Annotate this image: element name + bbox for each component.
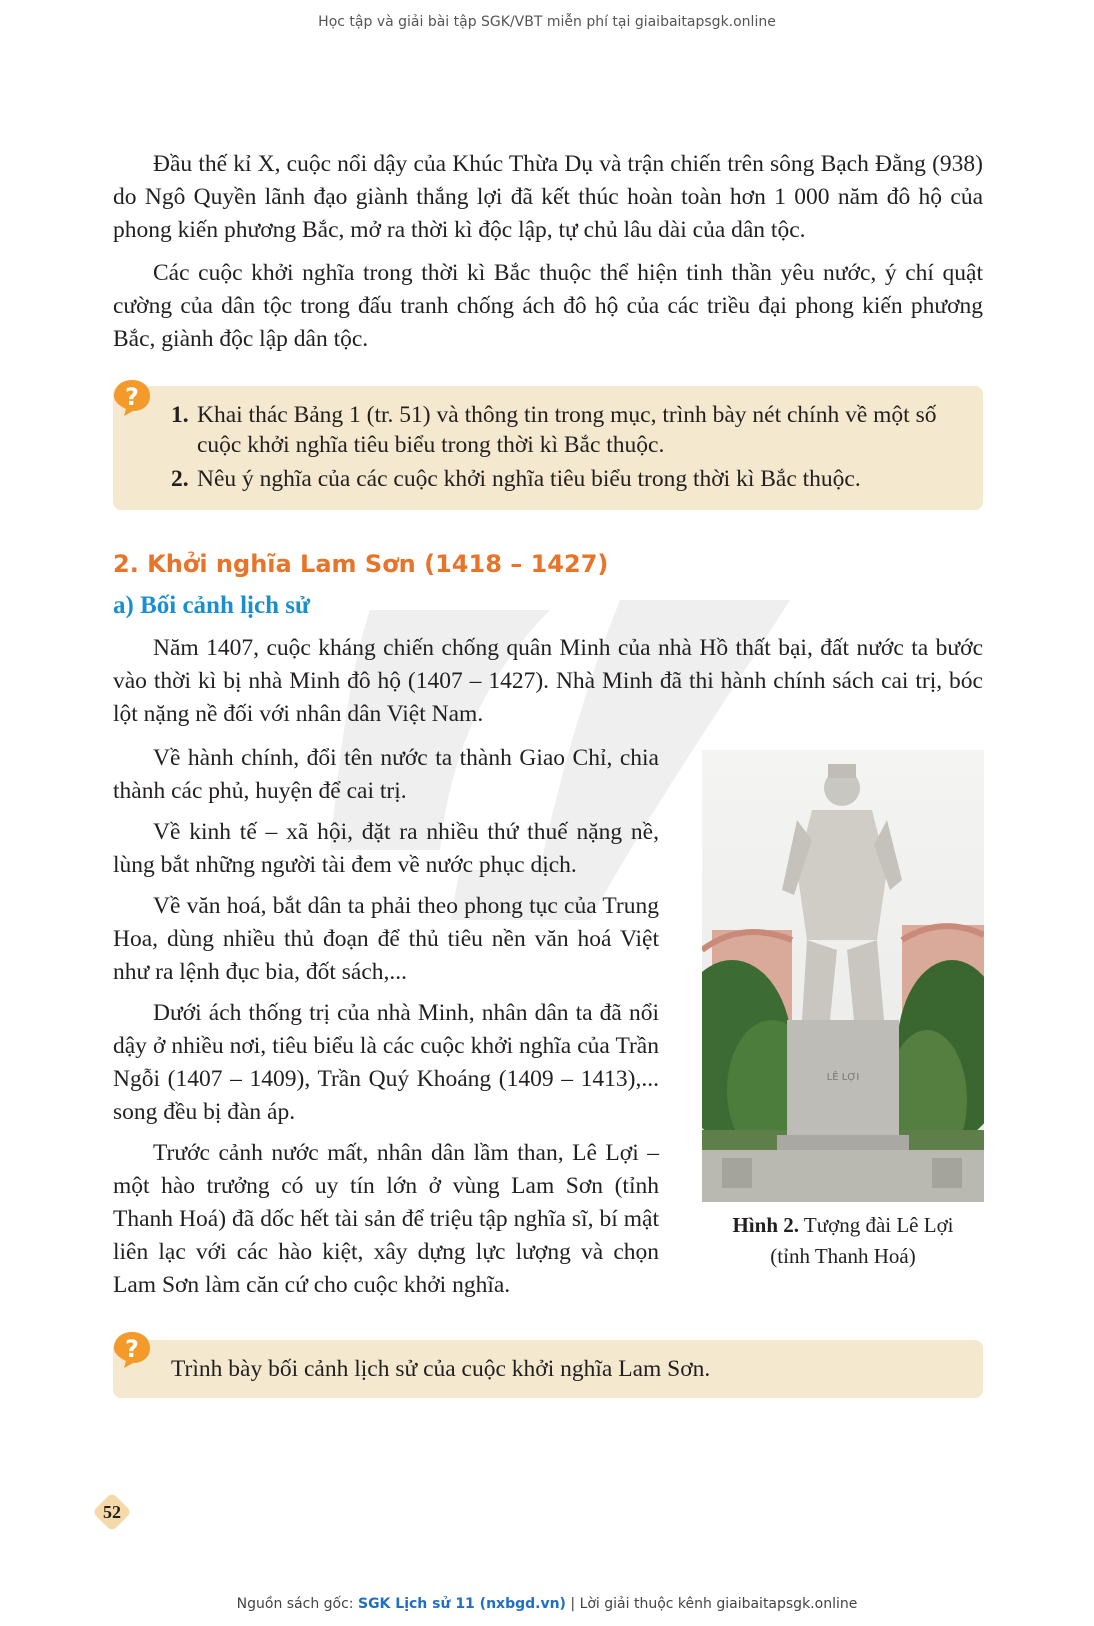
- intro-paragraph-2: Các cuộc khởi nghĩa trong thời kì Bắc thuộc thể hiện tinh thần yêu nước, ý chí quật cường của dân tộc trong đấu tranh chống ách đô hộ của các triều đại phong kiến phương Bắc, giành độc lập dân tộc.: [113, 260, 983, 352]
- svg-text:?: ?: [125, 1335, 139, 1363]
- section-title: 2. Khởi nghĩa Lam Sơn (1418 – 1427): [113, 550, 609, 578]
- intro-text: [113, 148, 983, 356]
- section-subtitle: a) Bối cảnh lịch sử: [113, 592, 310, 619]
- body-paragraph-6: Trước cảnh nước mất, nhân dân lầm than, Lê Lợi – một hào trưởng có uy tín lớn ở vùng Lam Sơn (tỉnh Thanh Hoá) đã dốc hết tài sản để triệu tập nghĩa sĩ, bí mật liên lạc với các hào kiệt, xây dựng lực lượng và chọn Lam Sơn làm căn cứ cho cuộc khởi nghĩa.: [113, 1140, 659, 1298]
- figure-caption: [702, 1210, 984, 1272]
- body-paragraph-2: Về hành chính, đổi tên nước ta thành Giao Chỉ, chia thành các phủ, huyện để cai trị.: [113, 745, 659, 804]
- question-item-1: [113, 400, 983, 460]
- question-box-1: [113, 386, 983, 510]
- statue-inscription: LÊ LỢI: [826, 1072, 860, 1083]
- body-paragraph-3: Về kinh tế – xã hội, đặt ra nhiều thứ thuế nặng nề, lùng bắt những người tài đem về nước phục dịch.: [113, 819, 659, 878]
- figure-label: Hình 2.: [732, 1213, 799, 1237]
- figure-photo: [702, 750, 984, 1202]
- body-paragraph-4: Về văn hoá, bắt dân ta phải theo phong tục của Trung Hoa, dùng nhiều thủ đoạn để thủ tiêu nền văn hoá Việt như ra lệnh đục bia, đốt sách,...: [113, 893, 659, 985]
- footer-note: [0, 1596, 1094, 1612]
- question-number: 2.: [171, 466, 189, 492]
- footer-source-link[interactable]: SGK Lịch sử 11 (nxbgd.vn): [357, 1596, 566, 1612]
- question-list: [113, 386, 983, 494]
- question-text: Khai thác Bảng 1 (tr. 51) và thông tin trong mục, trình bày nét chính về một số cuộc khởi nghĩa tiêu biểu trong thời kì Bắc thuộc.: [197, 402, 937, 458]
- figure-caption-text: Tượng đài Lê Lợi: [803, 1213, 954, 1237]
- body-paragraph-1: Năm 1407, cuộc kháng chiến chống quân Minh của nhà Hồ thất bại, đất nước ta bước vào thời kì bị nhà Minh đô hộ (1407 – 1427). Nhà Minh đã thi hành chính sách cai trị, bóc lột nặng nề đối với nhân dân Việt Nam.: [113, 635, 983, 727]
- body-text-full: [113, 632, 983, 731]
- question-mark-icon: [112, 1330, 152, 1370]
- figure-caption-line2: (tỉnh Thanh Hoá): [770, 1244, 916, 1268]
- statue-image: [702, 750, 984, 1202]
- body-text-column: [113, 742, 659, 1302]
- header-note: Học tập và giải bài tập SGK/VBT miễn phí tại giaibaitapsgk.online: [318, 14, 776, 30]
- footer-prefix: Nguồn sách gốc:: [236, 1596, 358, 1612]
- footer-suffix: | Lời giải thuộc kênh giaibaitapsgk.online: [565, 1596, 858, 1612]
- question-number: 1.: [171, 402, 189, 428]
- question-mark-icon: [112, 378, 152, 418]
- question-item-2: [113, 464, 983, 494]
- body-paragraph-5: Dưới ách thống trị của nhà Minh, nhân dân ta đã nổi dậy ở nhiều nơi, tiêu biểu là các cuộc khởi nghĩa của Trần Ngỗi (1407 – 1409), Trần Quý Khoáng (1409 – 1413),... song đều bị đàn áp.: [113, 1000, 659, 1125]
- page-number: 52: [103, 1501, 121, 1522]
- question-box-2: [113, 1340, 983, 1398]
- intro-paragraph-1: Đầu thế kỉ X, cuộc nổi dậy của Khúc Thừa Dụ và trận chiến trên sông Bạch Đằng (938) do Ngô Quyền lãnh đạo giành thắng lợi đã kết thúc hoàn toàn hơn 1 000 năm đô hộ của phong kiến phương Bắc, mở ra thời kì độc lập, tự chủ lâu dài của dân tộc.: [113, 151, 983, 243]
- svg-text:?: ?: [125, 383, 139, 411]
- question-text: Nêu ý nghĩa của các cuộc khởi nghĩa tiêu biểu trong thời kì Bắc thuộc.: [197, 466, 861, 492]
- question-text: Trình bày bối cảnh lịch sử của cuộc khởi nghĩa Lam Sơn.: [171, 1356, 711, 1382]
